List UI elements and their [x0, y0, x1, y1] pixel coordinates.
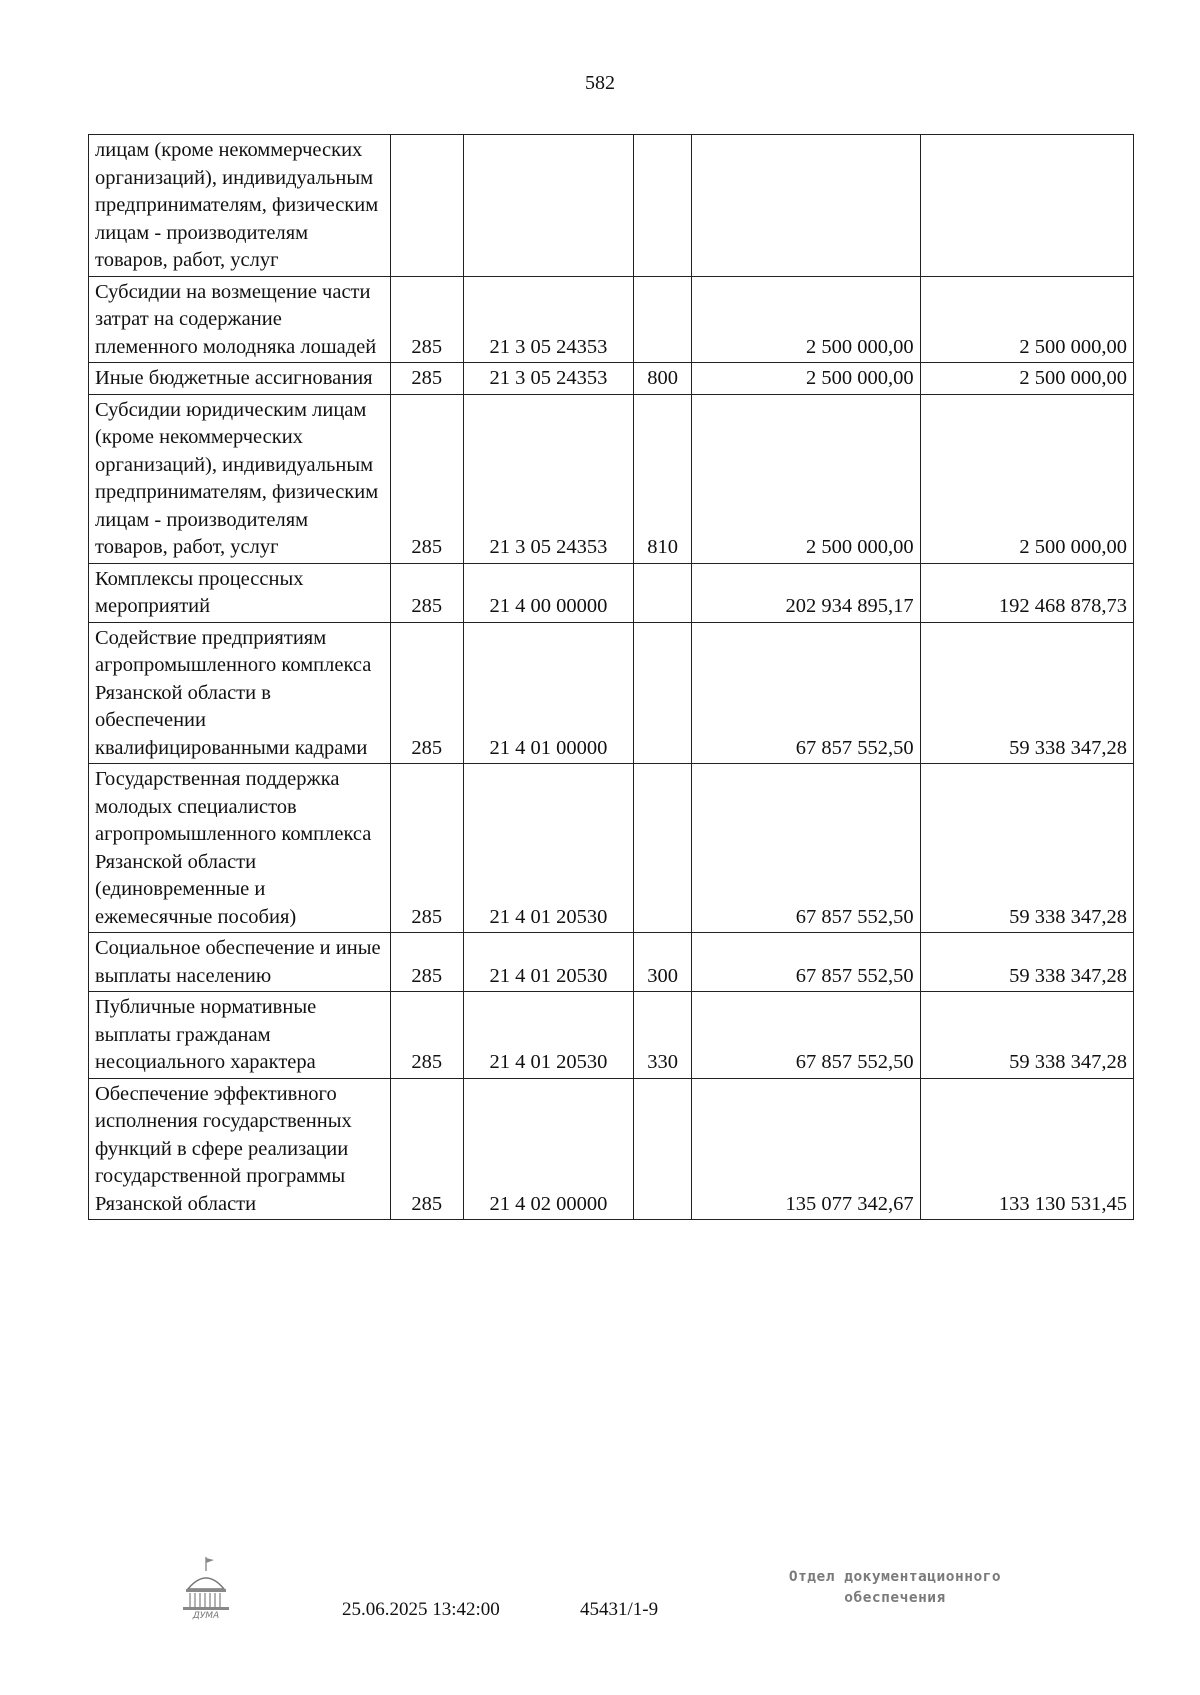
- cell-name: лицам (кроме некоммерческих организаций), индивидуальным предпринимателям, физическим лицам - производителям товаров, работ, услуг: [89, 135, 391, 277]
- cell-name: Субсидии юридическим лицам (кроме некоммерческих организаций), индивидуальным предпринимателям, физическим лицам - производителям товаров, работ, услуг: [89, 394, 391, 563]
- cell-amount-1: 135 077 342,67: [692, 1078, 920, 1220]
- cell-target-code: 21 3 05 24353: [463, 394, 633, 563]
- cell-target-code: 21 4 01 00000: [463, 622, 633, 764]
- cell-expense-type: 800: [634, 363, 692, 395]
- cell-target-code: [463, 135, 633, 277]
- table-row: [89, 622, 1134, 764]
- cell-admin-code: 285: [390, 1078, 463, 1220]
- department-stamp: [750, 1567, 1040, 1609]
- cell-target-code: 21 3 05 24353: [463, 276, 633, 363]
- table-row: [89, 394, 1134, 563]
- cell-target-code: 21 4 01 20530: [463, 933, 633, 992]
- cell-amount-2: 133 130 531,45: [920, 1078, 1133, 1220]
- cell-admin-code: 285: [390, 363, 463, 395]
- duma-logo-icon: [178, 1555, 234, 1621]
- cell-expense-type: [634, 135, 692, 277]
- registration-number: 45431/1-9: [580, 1599, 659, 1620]
- cell-target-code: 21 4 01 20530: [463, 764, 633, 933]
- cell-admin-code: 285: [390, 622, 463, 764]
- table-row: [89, 933, 1134, 992]
- table-row: [89, 135, 1134, 277]
- cell-name: Субсидии на возмещение части затрат на содержание племенного молодняка лошадей: [89, 276, 391, 363]
- cell-name: Публичные нормативные выплаты гражданам несоциального характера: [89, 992, 391, 1079]
- cell-amount-1: 2 500 000,00: [692, 394, 920, 563]
- cell-name: Государственная поддержка молодых специалистов агропромышленного комплекса Рязанской области (единовременные и ежемесячные пособия): [89, 764, 391, 933]
- cell-expense-type: 330: [634, 992, 692, 1079]
- cell-amount-2: 59 338 347,28: [920, 622, 1133, 764]
- cell-expense-type: 300: [634, 933, 692, 992]
- cell-amount-2: 59 338 347,28: [920, 764, 1133, 933]
- cell-name: Иные бюджетные ассигнования: [89, 363, 391, 395]
- cell-target-code: 21 3 05 24353: [463, 363, 633, 395]
- cell-expense-type: [634, 276, 692, 363]
- cell-amount-1: 67 857 552,50: [692, 764, 920, 933]
- budget-table: [88, 134, 1134, 1220]
- cell-amount-2: 2 500 000,00: [920, 363, 1133, 395]
- cell-target-code: 21 4 00 00000: [463, 563, 633, 622]
- footer: [0, 1555, 1200, 1655]
- cell-amount-2: 2 500 000,00: [920, 276, 1133, 363]
- cell-amount-1: 2 500 000,00: [692, 363, 920, 395]
- cell-expense-type: [634, 622, 692, 764]
- cell-name: Обеспечение эффективного исполнения государственных функций в сфере реализации государственной программы Рязанской области: [89, 1078, 391, 1220]
- cell-expense-type: 810: [634, 394, 692, 563]
- cell-expense-type: [634, 1078, 692, 1220]
- cell-amount-1: 67 857 552,50: [692, 622, 920, 764]
- cell-name: Содействие предприятиям агропромышленного комплекса Рязанской области в обеспечении квалифицированными кадрами: [89, 622, 391, 764]
- cell-admin-code: 285: [390, 276, 463, 363]
- timestamp: 25.06.2025 13:42:00: [342, 1599, 500, 1620]
- cell-expense-type: [634, 764, 692, 933]
- cell-amount-2: 59 338 347,28: [920, 933, 1133, 992]
- cell-admin-code: 285: [390, 933, 463, 992]
- cell-name: Комплексы процессных мероприятий: [89, 563, 391, 622]
- cell-amount-2: 2 500 000,00: [920, 394, 1133, 563]
- cell-admin-code: 285: [390, 992, 463, 1079]
- cell-admin-code: 285: [390, 563, 463, 622]
- cell-amount-1: 67 857 552,50: [692, 992, 920, 1079]
- table-row: [89, 1078, 1134, 1220]
- department-line-1: Отдел документационного: [788, 1569, 1002, 1585]
- cell-amount-1: 2 500 000,00: [692, 276, 920, 363]
- logo-text: ДУМА: [192, 1611, 220, 1621]
- cell-amount-2: [920, 135, 1133, 277]
- table-row: [89, 363, 1134, 395]
- cell-amount-2: 59 338 347,28: [920, 992, 1133, 1079]
- cell-amount-1: 67 857 552,50: [692, 933, 920, 992]
- cell-admin-code: 285: [390, 394, 463, 563]
- table-row: [89, 563, 1134, 622]
- cell-amount-2: 192 468 878,73: [920, 563, 1133, 622]
- cell-target-code: 21 4 02 00000: [463, 1078, 633, 1220]
- table-row: [89, 764, 1134, 933]
- table-row: [89, 992, 1134, 1079]
- cell-admin-code: 285: [390, 764, 463, 933]
- cell-amount-1: [692, 135, 920, 277]
- cell-amount-1: 202 934 895,17: [692, 563, 920, 622]
- page-number: 582: [585, 72, 615, 94]
- department-line-2: обеспечения: [844, 1590, 946, 1606]
- cell-target-code: 21 4 01 20530: [463, 992, 633, 1079]
- cell-admin-code: [390, 135, 463, 277]
- cell-name: Социальное обеспечение и иные выплаты населению: [89, 933, 391, 992]
- cell-expense-type: [634, 563, 692, 622]
- table-row: [89, 276, 1134, 363]
